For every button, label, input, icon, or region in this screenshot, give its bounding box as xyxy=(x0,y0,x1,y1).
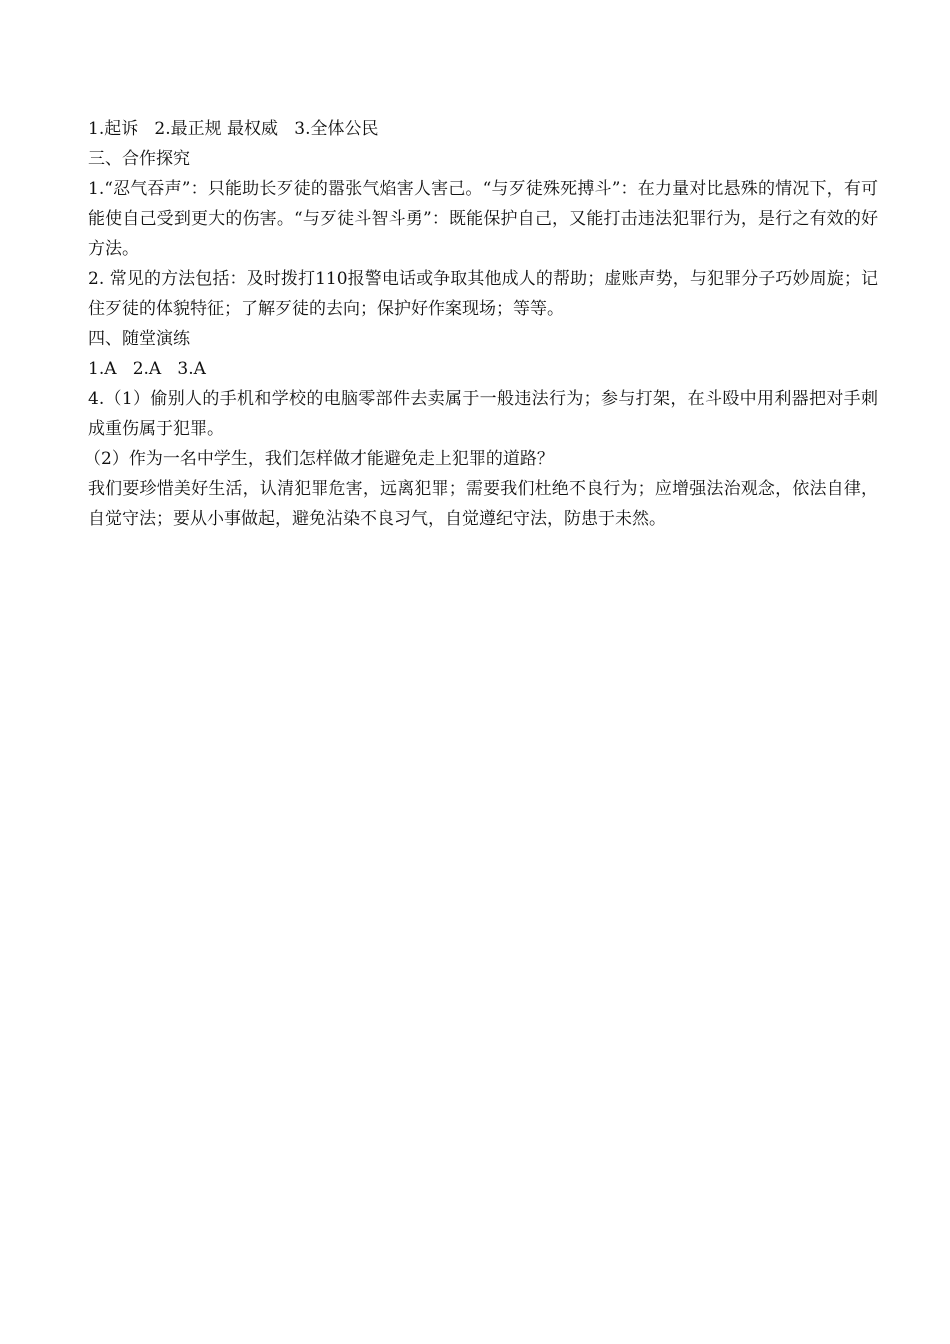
inquiry-item-1: 1.“忍气吞声”：只能助长歹徒的嚣张气焰害人害己。“与歹徒殊死搏斗”：在力量对比悬殊的情况下，有可能使自己受到更大的伤害。“与歹徒斗智斗勇”：既能保护自己，又能打击违法犯罪行为，是行之有效的好方法。 xyxy=(88,179,878,259)
exercise-item-4-part2-answer: 我们要珍惜美好生活，认清犯罪危害，远离犯罪；需要我们杜绝不良行为；应增强法治观念，依法自律，自觉守法；要从小事做起，避免沾染不良习气，自觉遵纪守法，防患于未然。 xyxy=(88,479,878,529)
exercise-item-4-part2-question: （2）作为一名中学生，我们怎样做才能避免走上犯罪的道路？ xyxy=(84,449,554,469)
answers-part2: 1.起诉 2.最正规 最权威 3.全体公民 xyxy=(88,119,379,139)
heading-class-exercise: 四、随堂演练 xyxy=(88,329,190,349)
exercise-answers: 1.A 2.A 3.A xyxy=(88,359,206,379)
heading-cooperative-inquiry: 三、合作探究 xyxy=(88,149,190,169)
exercise-item-4-part1: 4.（1）偷别人的手机和学校的电脑零部件去卖属于一般违法行为；参与打架，在斗殴中用利器把对手刺成重伤属于犯罪。 xyxy=(88,389,878,439)
document-page xyxy=(84,114,878,534)
inquiry-item-2: 2. 常见的方法包括：及时拨打110报警电话或争取其他成人的帮助；虚账声势，与犯罪分子巧妙周旋；记住歹徒的体貌特征；了解歹徒的去向；保护好作案现场；等等。 xyxy=(88,269,878,319)
